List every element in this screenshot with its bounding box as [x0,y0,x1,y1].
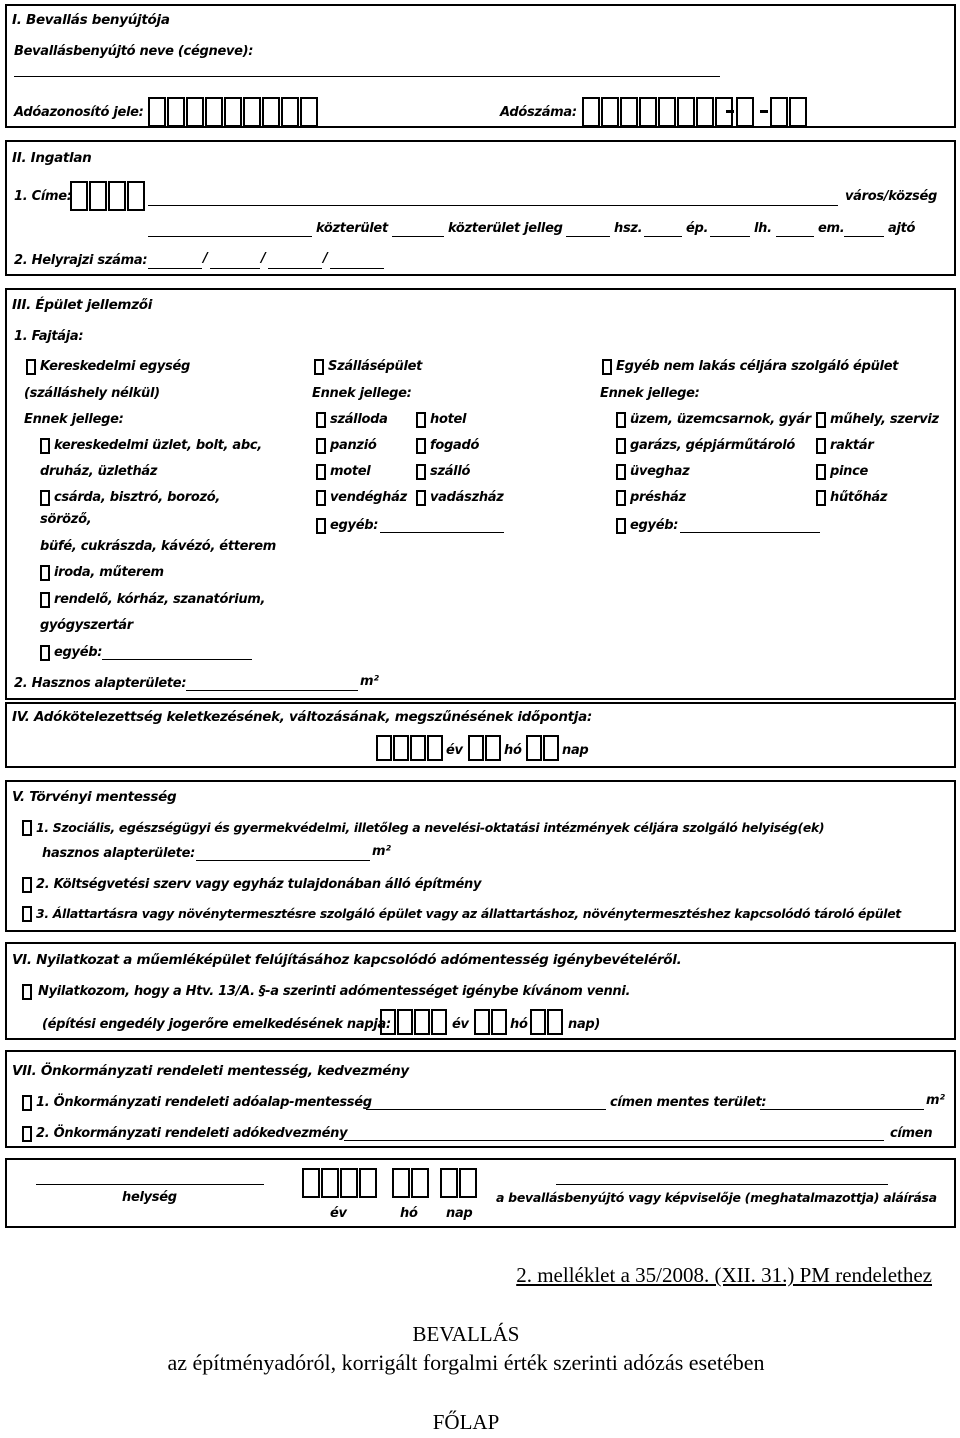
checkbox-coldstore[interactable] [816,490,826,506]
restaurant-label: csárda, bisztró, borozó, [54,490,221,505]
dash [726,110,734,113]
door-label: ajtó [888,221,916,236]
clinic-label: rendelő, kórház, szanatórium, [54,592,266,607]
checkbox-other-commercial[interactable] [40,645,50,661]
clinic-label-2: gyógyszertár [40,618,133,633]
street-type-field[interactable] [392,236,444,237]
area-unit: m² [360,674,379,689]
annex-reference: 2. melléklet a 35/2008. (XII. 31.) PM rendelethez [516,1263,932,1287]
floor-label: em. [818,221,845,236]
commercial-nature: Ennek jellege: [24,412,124,427]
other-lodging-label: egyéb: [330,518,379,533]
form-subtitle: az építményadóról, korrigált forgalmi érték szerinti adózás esetében [167,1350,765,1375]
restaurant-label-3: büfé, cukrászda, kávézó, étterem [40,539,277,554]
section-7-title: VII. Önkormányzati rendeleti mentesség, kedvezmény [12,1063,409,1079]
parcel-field-2[interactable] [210,268,260,269]
checkbox-vendeghaz[interactable] [316,490,326,506]
tax-number-boxes-1[interactable] [582,97,734,127]
area-field[interactable] [186,690,358,691]
social-area-label: hasznos alapterülete: [42,846,195,861]
checkbox-lodging[interactable] [314,359,324,375]
parcel-field-1[interactable] [148,268,202,269]
monument-statement: Nyilatkozom, hogy a Htv. 13/A. §-a szerinti adómentességet igénybe kívánom venni. [38,984,631,999]
permit-day-boxes[interactable] [530,1009,564,1035]
checkbox-other-building[interactable] [602,359,612,375]
house-no-label: hsz. [614,221,643,236]
month-label: hó [504,743,522,758]
section-5-title: V. Törvényi mentesség [12,789,177,805]
checkbox-vadaszhaz[interactable] [416,490,426,506]
agri-label: 3. Állattartásra vagy növénytermesztésre szolgáló épület vagy az állattartáshoz, növénytermesztéshez kapcsolódó tároló épület [36,906,901,921]
tax-number-boxes-3[interactable] [770,97,808,127]
sig-year-label: év [330,1206,347,1221]
shop-label-2: druház, üzletház [40,464,158,479]
checkbox-tax-relief[interactable] [22,1126,32,1142]
address-label: 1. Címe: [14,189,72,204]
checkbox-social[interactable] [22,820,32,836]
base-exemption-area-field[interactable] [760,1109,924,1110]
checkbox-fogado[interactable] [416,438,426,454]
floor-field[interactable] [776,236,814,237]
lodging-head: Szállásépület [328,359,423,374]
sig-month-label: hó [400,1206,418,1221]
section-3-title: III. Épület jellemzői [12,297,153,313]
szallo-label: szálló [430,464,471,479]
szalloda-label: szálloda [330,412,388,427]
section-2-title: II. Ingatlan [12,150,92,166]
sig-month-boxes[interactable] [392,1168,430,1198]
sheet-title: FŐLAP [432,1410,500,1434]
office-label: iroda, műterem [54,565,164,580]
checkbox-shop[interactable] [40,438,50,454]
garage-label: garázs, gépjárműtároló [630,438,796,453]
other-commercial-field[interactable] [102,659,252,660]
area-label: 2. Hasznos alapterülete: [14,676,187,691]
tax-id-label: Adóazonosító jele: [14,105,144,120]
permit-label: (építési engedély jogerőre emelkedésének napja: [42,1017,391,1032]
factory-label: üzem, üzemcsarnok, gyár [630,412,811,427]
checkbox-agri[interactable] [22,906,32,922]
parcel-sep: / [261,251,266,266]
checkbox-hotel[interactable] [416,412,426,428]
social-label: 1. Szociális, egészségügyi és gyermekvédelmi, illetőleg a nevelési-oktatási intézmények céljára szolgáló helyiség(ek) [36,820,825,835]
type-label: 1. Fajtája: [14,329,84,344]
base-exemption-label: 1. Önkormányzati rendeleti adóalap-mentesség [36,1095,372,1110]
permit-year-boxes[interactable] [380,1009,448,1035]
tax-relief-label: 2. Önkormányzati rendeleti adókedvezmény [36,1126,348,1141]
checkbox-restaurant[interactable] [40,490,50,506]
staircase-field[interactable] [710,236,750,237]
parcel-field-4[interactable] [330,268,384,269]
day-label: nap [562,743,589,758]
tax-number-label: Adószáma: [500,105,577,120]
door-field[interactable] [844,236,884,237]
base-exemption-unit: m² [926,1093,945,1108]
checkbox-panzio[interactable] [316,438,326,454]
checkbox-cellar[interactable] [816,464,826,480]
social-area-unit: m² [372,844,391,859]
checkbox-motel[interactable] [316,464,326,480]
parcel-label: 2. Helyrajzi száma: [14,253,148,268]
hotel-label: hotel [430,412,467,427]
section-1-title: I. Bevallás benyújtója [12,12,170,28]
other-other-label: egyéb: [630,518,679,533]
place-field[interactable] [36,1184,264,1185]
form-title: BEVALLÁS [412,1322,520,1346]
tax-relief-field[interactable] [344,1140,884,1141]
checkbox-base-exemption[interactable] [22,1095,32,1111]
commercial-head-note: (szálláshely nélkül) [24,386,160,401]
commercial-head: Kereskedelmi egység [40,359,191,374]
checkbox-budget[interactable] [22,877,32,893]
panzio-label: panzió [330,438,377,453]
checkbox-other-lodging[interactable] [316,518,326,534]
tax-relief-title: címen [890,1126,933,1141]
city-field[interactable] [148,205,838,206]
storage-label: raktár [830,438,874,453]
place-label: helység [122,1190,177,1205]
street-label: közterület [316,221,388,236]
checkbox-greenhouse[interactable] [616,464,626,480]
year-boxes[interactable] [376,735,444,761]
checkbox-factory[interactable] [616,412,626,428]
signature-label: a bevallásbenyújtó vagy képviselője (meghatalmazottja) aláírása [496,1190,937,1205]
checkbox-garage[interactable] [616,438,626,454]
staircase-label: lh. [754,221,772,236]
dash [760,110,768,113]
sig-day-label: nap [446,1206,473,1221]
postcode-boxes[interactable] [70,181,146,211]
day-boxes[interactable] [526,735,560,761]
checkbox-other-other[interactable] [616,518,626,534]
sig-day-boxes[interactable] [440,1168,478,1198]
permit-year-label: év [452,1017,469,1032]
shop-label: kereskedelmi üzlet, bolt, abc, [54,438,262,453]
permit-month-boxes[interactable] [474,1009,508,1035]
checkbox-szallo[interactable] [416,464,426,480]
sig-year-boxes[interactable] [302,1168,378,1198]
city-label: város/község [845,189,938,204]
parcel-sep: / [323,251,328,266]
year-label: év [446,743,463,758]
name-label: Bevallásbenyújtó neve (cégneve): [14,44,254,59]
checkbox-office[interactable] [40,565,50,581]
checkbox-commercial[interactable] [26,359,36,375]
lodging-nature: Ennek jellege: [312,386,412,401]
building-label: ép. [686,221,709,236]
section-6-title: VI. Nyilatkozat a műemléképület felújításához kapcsolódó adómentesség igénybevételéről. [12,952,682,968]
other-building-nature: Ennek jellege: [600,386,700,401]
other-lodging-field[interactable] [380,532,504,533]
other-building-head: Egyéb nem lakás céljára szolgáló épület [616,359,899,374]
checkbox-monument[interactable] [22,984,32,1000]
name-field[interactable] [14,76,720,77]
street-type-label: közterület jelleg [448,221,563,236]
vadaszhaz-label: vadászház [430,490,504,505]
checkbox-storage[interactable] [816,438,826,454]
coldstore-label: hűtőház [830,490,888,505]
permit-month-label: hó [510,1017,528,1032]
month-boxes[interactable] [468,735,502,761]
presshouse-label: présház [630,490,686,505]
motel-label: motel [330,464,371,479]
other-other-field[interactable] [680,532,820,533]
other-commercial-label: egyéb: [54,645,103,660]
parcel-field-3[interactable] [268,268,322,269]
permit-day-label: nap) [568,1017,601,1032]
vendeghaz-label: vendégház [330,490,407,505]
budget-label: 2. Költségvetési szerv vagy egyház tulajdonában álló építmény [36,877,482,892]
checkbox-szalloda[interactable] [316,412,326,428]
social-area-field[interactable] [196,860,370,861]
street-field[interactable] [148,236,312,237]
cellar-label: pince [830,464,869,479]
fogado-label: fogadó [430,438,480,453]
building-field[interactable] [644,236,682,237]
tax-id-boxes[interactable] [148,97,319,127]
checkbox-clinic[interactable] [40,592,50,608]
workshop-label: műhely, szerviz [830,412,939,427]
tax-number-boxes-2[interactable] [736,97,755,127]
signature-field[interactable] [556,1184,888,1185]
section-property [5,140,956,276]
base-exemption-title-field[interactable] [366,1109,606,1110]
checkbox-presshouse[interactable] [616,490,626,506]
base-exemption-area-label: címen mentes terület: [610,1095,767,1110]
house-no-field[interactable] [566,236,610,237]
checkbox-workshop[interactable] [816,412,826,428]
restaurant-label-2: söröző, [40,512,92,527]
greenhouse-label: üveghaz [630,464,690,479]
section-4-title: IV. Adókötelezettség keletkezésének, változásának, megszűnésének időpontja: [12,709,593,725]
parcel-sep: / [203,251,208,266]
